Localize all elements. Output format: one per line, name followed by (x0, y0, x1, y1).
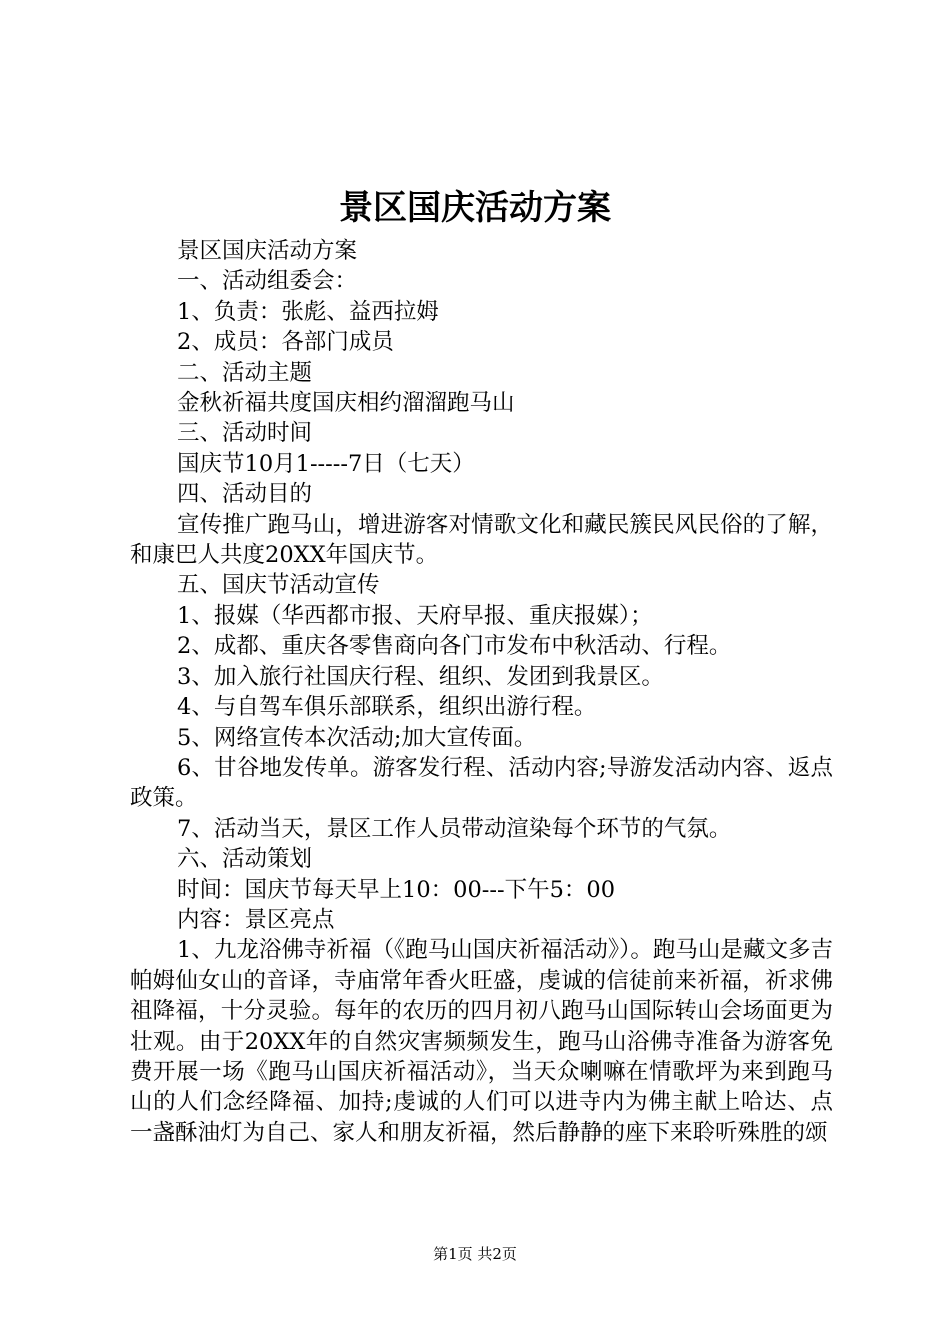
list-item: 3、加入旅行社国庆行程、组织、发团到我景区。 (177, 663, 664, 690)
section-heading: 三、活动时间 (177, 420, 313, 447)
theme-text: 金秋祈福共度国庆相约溜溜跑马山 (177, 390, 515, 417)
list-item-paragraph: 6、甘谷地发传单。游客发行程、活动内容;导游发活动内容、返点政策。 (130, 754, 833, 812)
list-item: 2、成员：各部门成员 (177, 329, 394, 356)
page-title: 景区国庆活动方案 (339, 188, 611, 228)
content-label: 内容：景区亮点 (177, 906, 335, 933)
list-item: 7、活动当天，景区工作人员带动渲染每个环节的气氛。 (177, 815, 732, 842)
section-heading: 六、活动策划 (177, 846, 313, 873)
list-item: 2、成都、重庆各零售商向各门市发布中秋活动、行程。 (177, 633, 732, 660)
list-item: 5、网络宣传本次活动;加大宣传面。 (177, 724, 537, 751)
schedule-time: 时间：国庆节每天早上10：00---下午5：00 (177, 876, 616, 903)
list-item: 1、报媒（华西都市报、天府早报、重庆报媒）； (177, 602, 653, 629)
time-text: 国庆节10月1-----7日（七天） (177, 450, 475, 477)
section-heading: 二、活动主题 (177, 359, 313, 386)
section-heading: 四、活动目的 (177, 481, 313, 508)
list-item: 4、与自驾车俱乐部联系，组织出游行程。 (177, 694, 597, 721)
section-heading: 五、国庆节活动宣传 (177, 572, 380, 599)
temple-paragraph: 1、九龙浴佛寺祈福（《跑马山国庆祈福活动》）。跑马山是藏文多吉帕姆仙女山的音译，寺庙常年香火旺盛，虔诚的信徒前来祈福，祈求佛祖降福，十分灵验。每年的农历的四月初八跑马山国际转山会场面更为壮观。由于20XX年的自然灾害频频发生，跑马山浴佛寺准备为游客免费开展一场《跑马山国庆祈福活动》，当天众喇嘛在情歌坪为来到跑马山的人们念经降福、加持;虔诚的人们可以进寺内为佛主献上哈达、点一盏酥油灯为自己、家人和朋友祈福，然后静静的座下来聆听殊胜的颂 (130, 937, 833, 1146)
purpose-paragraph: 宣传推广跑马山，增进游客对情歌文化和藏民簇民风民俗的了解，和康巴人共度20XX年国庆节。 (130, 511, 833, 569)
document-body (130, 236, 833, 1148)
doc-heading-line: 景区国庆活动方案 (177, 238, 358, 264)
list-item: 1、负责：张彪、益西拉姆 (177, 298, 439, 325)
page-footer: 第1页 共2页 (433, 1245, 517, 1263)
section-heading: 一、活动组委会： (177, 268, 358, 295)
